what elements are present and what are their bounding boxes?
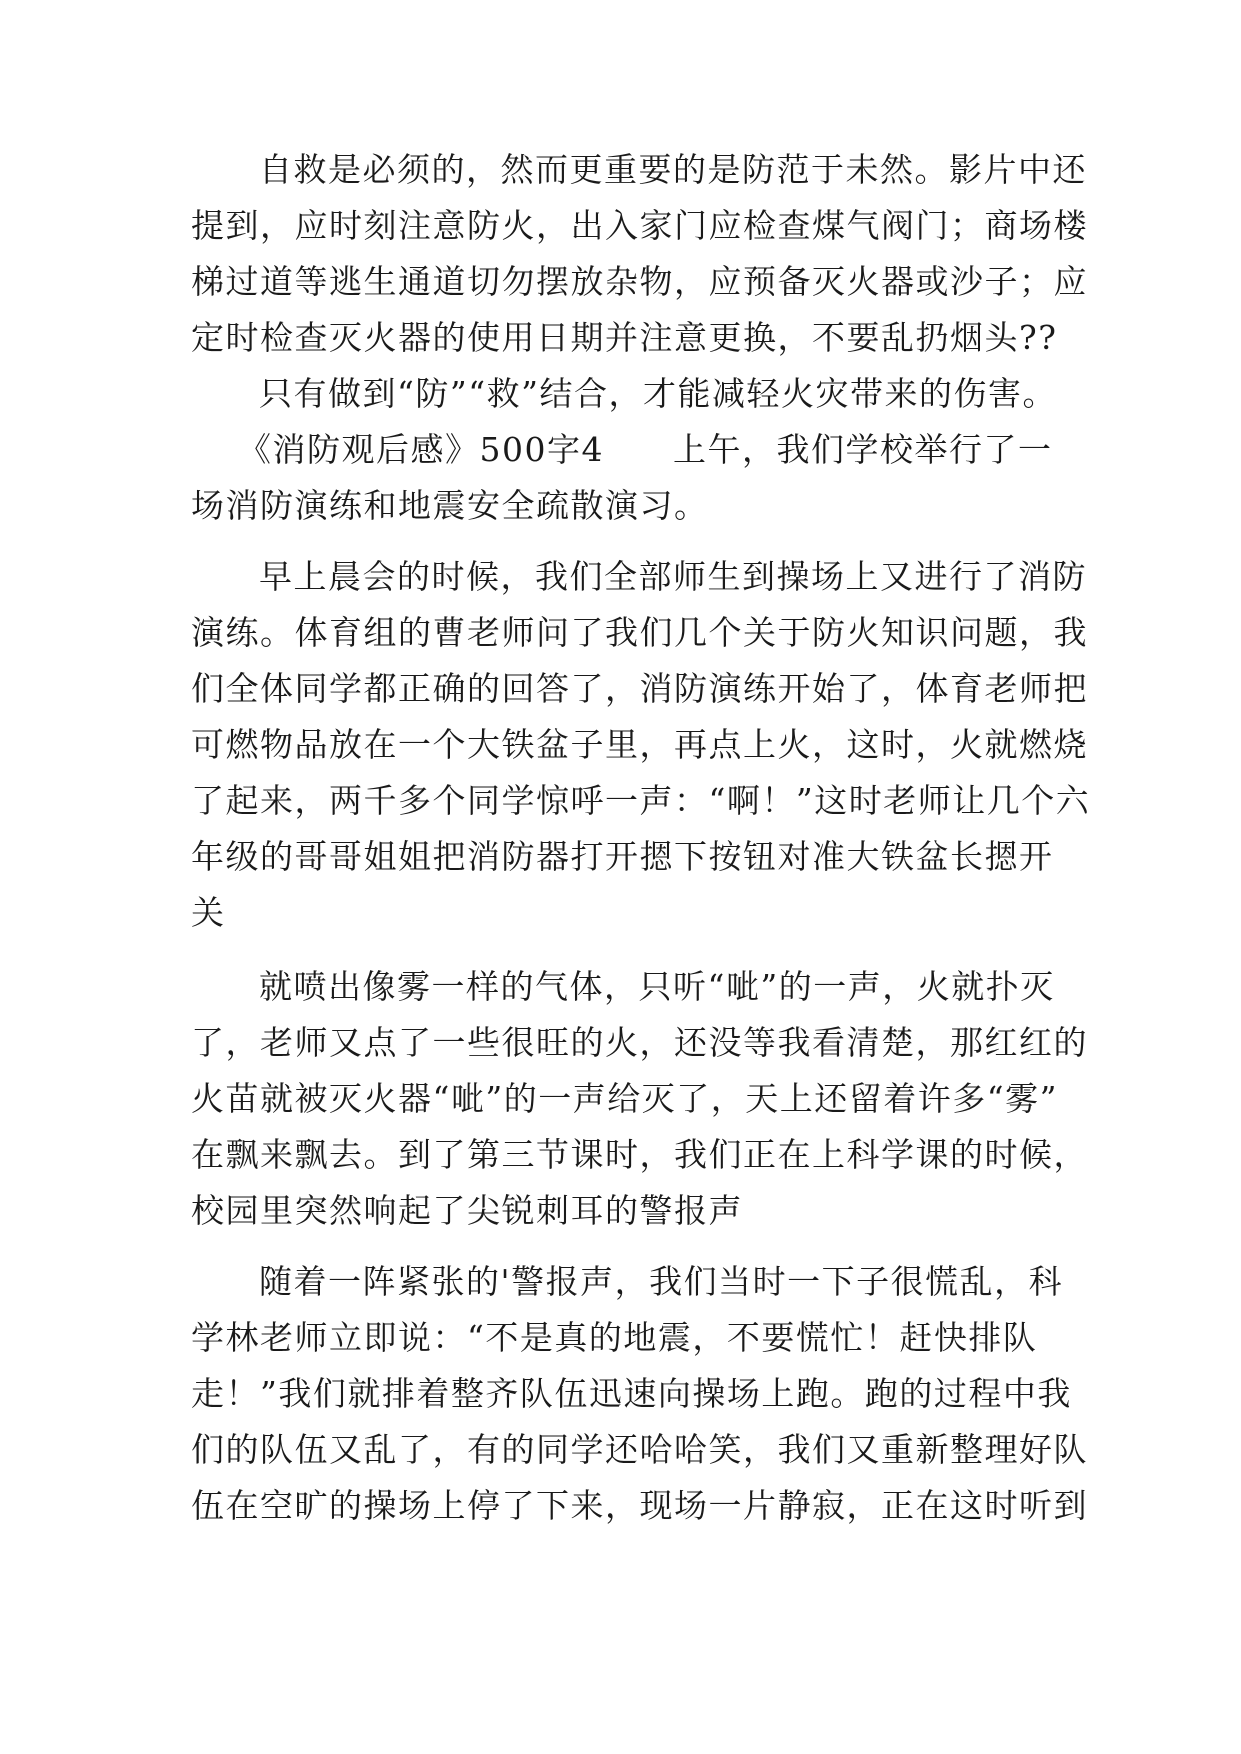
text-line: 走！”我们就排着整齐队伍迅速向操场上跑。跑的过程中我 bbox=[191, 1374, 1072, 1413]
text-line: 火苗就被灭火器“呲”的一声给灭了，天上还留着许多“雾” bbox=[191, 1079, 1058, 1118]
text-line: 提到，应时刻注意防火，出入家门应检查煤气阀门；商场楼 bbox=[191, 206, 1088, 245]
text-line: 学林老师立即说：“不是真的地震，不要慌忙！赶快排队 bbox=[191, 1318, 1038, 1357]
text-line: 可燃物品放在一个大铁盆子里，再点上火，这时，火就燃烧 bbox=[191, 725, 1088, 764]
text-line: 早上晨会的时候，我们全部师生到操场上又进行了消防 bbox=[259, 557, 1087, 596]
text-line: 自救是必须的，然而更重要的是防范于未然。影片中还 bbox=[259, 150, 1087, 189]
text-line: 们全体同学都正确的回答了，消防演练开始了，体育老师把 bbox=[191, 669, 1088, 708]
section-heading-line: 《消防观后感》500字4 上午，我们学校举行了一 bbox=[238, 430, 1053, 469]
text-line: 随着一阵紧张的'警报声，我们当时一下子很慌乱，科 bbox=[259, 1262, 1064, 1301]
text-line: 定时检查灭火器的使用日期并注意更换，不要乱扔烟头?? bbox=[191, 318, 1058, 357]
text-line: 年级的哥哥姐姐把消防器打开摁下按钮对准大铁盆长摁开 bbox=[191, 837, 1054, 876]
text-line: 演练。体育组的曹老师问了我们几个关于防火知识问题，我 bbox=[191, 613, 1088, 652]
text-line: 关 bbox=[191, 893, 226, 932]
text-line: 校园里突然响起了尖锐刺耳的警报声 bbox=[191, 1191, 743, 1230]
text-line: 了起来，两千多个同学惊呼一声：“啊！”这时老师让几个六 bbox=[191, 781, 1091, 820]
text-line: 梯过道等逃生通道切勿摆放杂物，应预备灭火器或沙子；应 bbox=[191, 262, 1088, 301]
text-line: 只有做到“防”“救”结合，才能减轻火灾带来的伤害。 bbox=[259, 374, 1057, 413]
text-line: 就喷出像雾一样的气体，只听“呲”的一声，火就扑灭 bbox=[259, 967, 1055, 1006]
text-line: 伍在空旷的操场上停了下来，现场一片静寂，正在这时听到 bbox=[191, 1486, 1088, 1525]
text-line: 们的队伍又乱了，有的同学还哈哈笑，我们又重新整理好队 bbox=[191, 1430, 1088, 1469]
text-line: 了，老师又点了一些很旺的火，还没等我看清楚，那红红的 bbox=[191, 1023, 1088, 1062]
text-line: 场消防演练和地震安全疏散演习。 bbox=[191, 486, 709, 525]
text-line: 在飘来飘去。到了第三节课时，我们正在上科学课的时候， bbox=[191, 1135, 1088, 1174]
